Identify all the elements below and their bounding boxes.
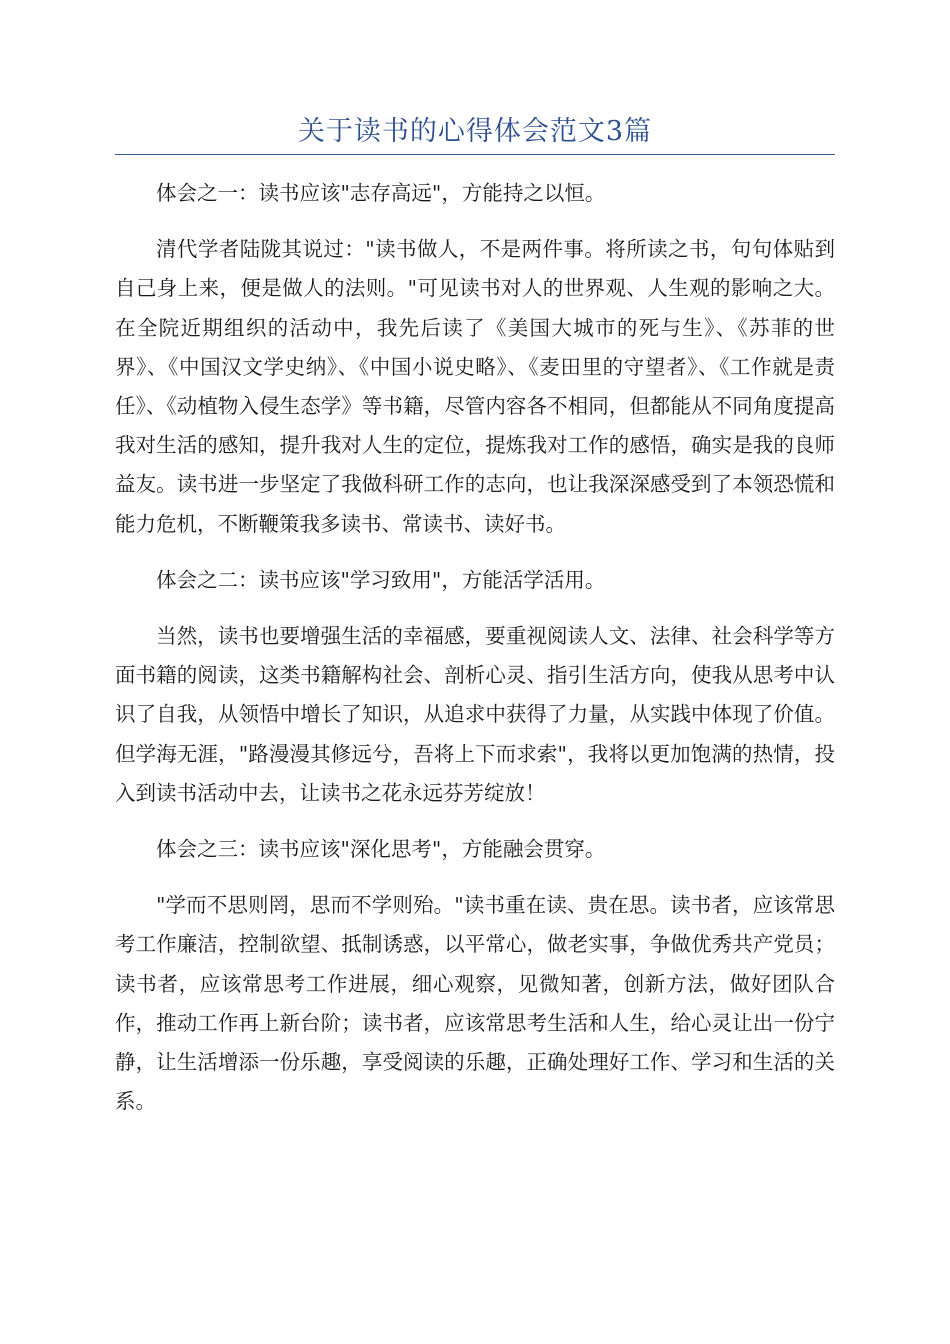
document-title: 关于读书的心得体会范文3篇 xyxy=(297,116,653,147)
title-underline xyxy=(115,154,835,155)
document-body xyxy=(115,174,835,1138)
body-paragraph-1: 清代学者陆陇其说过："读书做人，不是两件事。将所读之书，句句体贴到自己身上来，便是做人的法则。"可见读书对人的世界观、人生观的影响之大。在全院近期组织的活动中，我先后读了《美国大城市的死与生》、《苏菲的世界》、《中国汉文学史纳》、《中国小说史略》、《麦田里的守望者》、《工作就是责任》、《动植物入侵生态学》等书籍，尽管内容各不相同，但都能从不同角度提高我对生活的感知，提升我对人生的定位，提炼我对工作的感悟，确实是我的良师益友。读书进一步坚定了我做科研工作的志向，也让我深深感受到了本领恐慌和能力危机，不断鞭策我多读书、常读书、读好书。 xyxy=(115,237,835,536)
section-heading-2: 体会之二：读书应该"学习致用"，方能活学活用。 xyxy=(156,567,606,592)
section-heading-1: 体会之一：读书应该"志存高远"，方能持之以恒。 xyxy=(156,181,606,205)
body-paragraph-3: "学而不思则罔，思而不学则殆。"读书重在读、贵在思。读书者，应该常思考工作廉洁，控制欲望、抵制诱惑，以平常心，做老实事，争做优秀共产党员；读书者，应该常思考工作进展，细心观察，见微知著，创新方法，做好团队合作，推动工作再上新台阶；读书者，应该常思考生活和人生，给心灵让出一份宁静，让生活增添一份乐趣，享受阅读的乐趣，正确处理好工作、学习和生活的关系。 xyxy=(115,893,835,1114)
section-heading-3: 体会之三：读书应该"深化思考"，方能融会贯穿。 xyxy=(156,837,606,862)
body-paragraph-2: 当然，读书也要增强生活的幸福感，要重视阅读人文、法律、社会科学等方面书籍的阅读，这类书籍解构社会、剖析心灵、指引生活方向，使我从思考中认识了自我，从领悟中增长了知识，从追求中获得了力量，从实践中体现了价值。但学海无涯，"路漫漫其修远兮，吾将上下而求索"，我将以更加饱满的热情，投入到读书活动中去，让读书之花永远芬芳绽放！ xyxy=(115,624,835,805)
